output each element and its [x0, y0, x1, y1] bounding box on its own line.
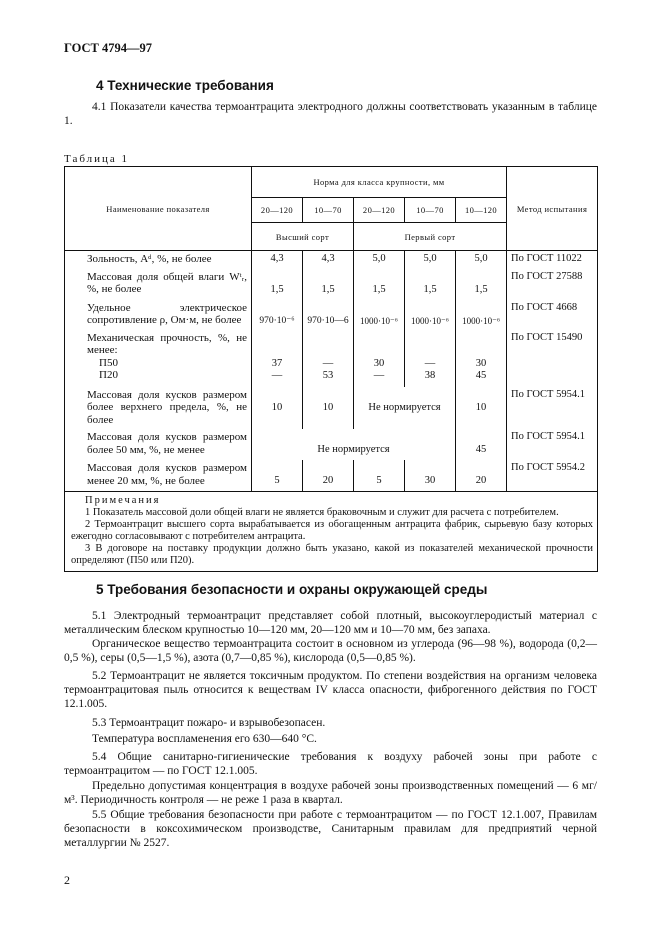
table-row	[65, 269, 598, 300]
cell-value: 45	[456, 429, 507, 460]
size-header: 20—120	[354, 198, 405, 223]
table-row	[65, 300, 598, 330]
cell-value: 37	[271, 357, 283, 369]
cell-value: 53	[322, 370, 334, 381]
cell-value: Не нормируется	[252, 429, 456, 460]
table-row	[65, 330, 598, 387]
cell-value: 970·10—6	[303, 300, 354, 330]
col-header-method: Метод испытания	[507, 167, 598, 251]
cell-value: 10	[456, 387, 507, 430]
cell-value: —	[424, 357, 436, 369]
section-4-title: 4 Технические требования	[96, 78, 274, 93]
cell-value: 30	[405, 460, 456, 491]
paragraph: Температура воспламенения его 630—640 °С.	[92, 733, 317, 745]
cell-value: 1000·10⁻⁶	[354, 300, 405, 330]
row-sub-label: П20	[99, 369, 118, 381]
note-item: 3 В договоре на поставку продукции должно быть указано, какой из показателей механической прочности определяют (П50 или П20).	[71, 542, 594, 566]
row-name: Массовая доля кусков размером менее 20 мм, %, не более	[65, 460, 252, 491]
row-method: По ГОСТ 4668	[507, 300, 598, 330]
size-header: 10—70	[405, 198, 456, 223]
row-name: Зольность, Aᵈ, %, не более	[65, 251, 252, 269]
cell-value: 10	[252, 387, 303, 430]
cell-value: 970·10⁻⁶	[252, 300, 303, 330]
cell-value: 45	[475, 370, 487, 381]
size-header: 10—70	[303, 198, 354, 223]
note-item: 1 Показатель массовой доли общей влаги не является браковочным и служит для расчета с потребителем.	[85, 506, 559, 518]
row-method: По ГОСТ 5954.2	[507, 460, 598, 491]
paragraph: 5.2 Термоантрацит не является токсичным продуктом. По степени воздействия на организм человека термоантрацитовая пыль относится к веществам IV класса опасности, фиброгенного действия по ГОСТ 12.1.005.	[64, 670, 597, 710]
cell-value: 1,5	[456, 269, 507, 300]
cell-value: Не нормируется	[354, 387, 456, 430]
row-method: По ГОСТ 5954.1	[507, 429, 598, 460]
paragraph: Органическое вещество термоантрацита состоит в основном из углерода (96—98 %), водорода (0,2—0,5 %), серы (0,5—1,5 %), азота (0,7—0,85 %), кислорода (0,5—0,85 %).	[64, 638, 597, 664]
row-sub-label: П50	[99, 356, 118, 369]
paragraph: Предельно допустимая концентрация в воздухе рабочей зоны производственных помещений — 6 мг/м³. Периодичность контроля — не реже 1 раза в квартал.	[64, 780, 597, 806]
row-method: По ГОСТ 15490	[507, 330, 598, 387]
page-number: 2	[64, 873, 70, 887]
cell-value: 1,5	[252, 269, 303, 300]
cell-value: 1,5	[405, 269, 456, 300]
row-name: Массовая доля общей влаги Wᵗᵣ, %, не более	[65, 269, 252, 300]
cell-value: —	[373, 370, 385, 381]
size-header: 20—120	[252, 198, 303, 223]
section-5-title: 5 Требования безопасности и охраны окружающей среды	[96, 582, 488, 597]
cell-value: 4,3	[303, 251, 354, 269]
cell-value: —	[322, 357, 334, 369]
cell-value: 5	[252, 460, 303, 491]
cell-value: 20	[303, 460, 354, 491]
cell-value: 5,0	[405, 251, 456, 269]
table-row	[65, 429, 598, 460]
paragraph: 5.3 Термоантрацит пожаро- и взрывобезопасен.	[92, 717, 326, 729]
row-name: Массовая доля кусков размером более 50 мм, %, не менее	[65, 429, 252, 460]
row-method: По ГОСТ 27588	[507, 269, 598, 300]
grade-high-header: Высший сорт	[252, 223, 354, 251]
col-header-norm: Норма для класса крупности, мм	[252, 167, 507, 198]
row-method: По ГОСТ 5954.1	[507, 387, 598, 430]
table-notes	[65, 491, 598, 571]
cell-value: 1000·10⁻⁶	[405, 300, 456, 330]
row-name: Удельное электрическое сопротивление ρ, Ом·м, не более	[65, 300, 252, 330]
notes-title: Примечания	[85, 494, 161, 506]
cell-value: 1000·10⁻⁶	[456, 300, 507, 330]
paragraph: 5.4 Общие санитарно-гигиенические требования к воздуху рабочей зоны при работе с термоантрацитом — по ГОСТ 12.1.005.	[64, 751, 597, 777]
cell-value: —	[271, 370, 283, 381]
table-row	[65, 251, 598, 269]
cell-value: 4,3	[252, 251, 303, 269]
cell-value: 5,0	[456, 251, 507, 269]
cell-value: 5,0	[354, 251, 405, 269]
row-name	[65, 330, 252, 387]
grade-first-header: Первый сорт	[354, 223, 507, 251]
note-item: 2 Термоантрацит высшего сорта вырабатывается из обогащенным антрацита фабрик, сырьевую базу которых ежегодно согласовывают с потребителем антрацита.	[71, 518, 594, 542]
paragraph-4-1: 4.1 Показатели качества термоантрацита электродного должны соответствовать указанным в таблице 1.	[64, 101, 597, 127]
row-name-text: Механическая прочность, %, не менее:	[87, 331, 247, 356]
table-1	[64, 166, 598, 572]
cell-value: 5	[354, 460, 405, 491]
row-method: По ГОСТ 11022	[507, 251, 598, 269]
cell-value: 1,5	[354, 269, 405, 300]
cell-value: 10	[303, 387, 354, 430]
cell-value: 1,5	[303, 269, 354, 300]
table-notes-row	[65, 491, 598, 571]
cell-value: 30	[475, 357, 487, 369]
cell-value: 38	[424, 370, 436, 381]
row-name: Массовая доля кусков размером более верхнего предела, %, не более	[65, 387, 252, 430]
table-caption: Таблица 1	[64, 153, 130, 165]
col-header-name: Наименование показателя	[65, 167, 252, 251]
document-header: ГОСТ 4794—97	[64, 41, 153, 55]
size-header: 10—120	[456, 198, 507, 223]
table-row	[65, 387, 598, 430]
paragraph: 5.1 Электродный термоантрацит представляет собой плотный, высокоуглеродистый материал с металлическим блеском крупностью 10—120 мм, 20—120 мм и 10—70 мм, без запаха.	[64, 610, 597, 636]
paragraph: 5.5 Общие требования безопасности при работе с термоантрацитом — по ГОСТ 12.1.007, Правилам безопасности в коксохимическом производстве, Санитарным правилам для предприятий черной металлургии № 2527.	[64, 809, 597, 849]
cell-value: 20	[456, 460, 507, 491]
cell-value: 30	[373, 357, 385, 369]
table-row	[65, 460, 598, 491]
